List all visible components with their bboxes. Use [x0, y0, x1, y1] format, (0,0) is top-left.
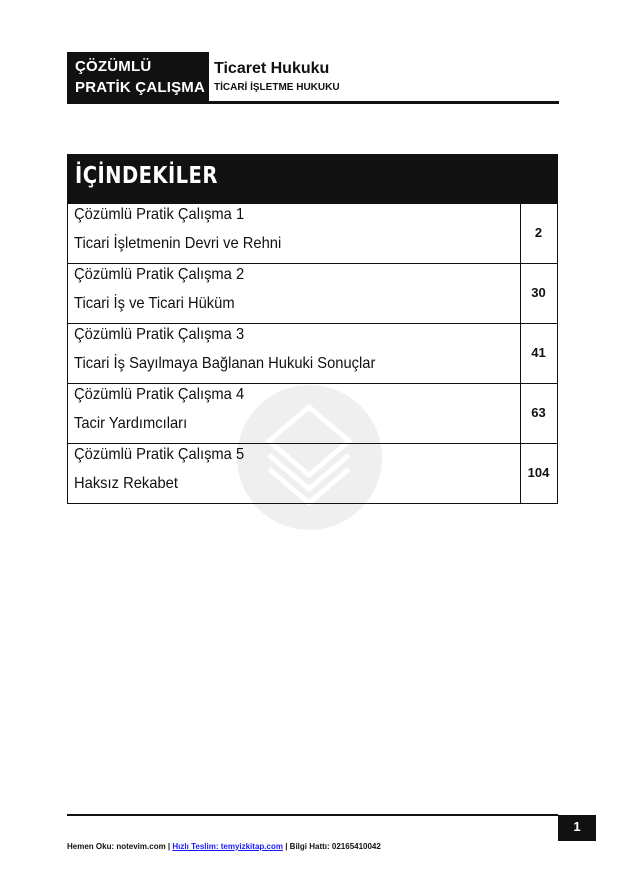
toc-item-page-cell [520, 444, 558, 503]
toc-item-page: 2 [534, 225, 543, 240]
toc-item-page: 63 [531, 405, 546, 420]
toc-item-page: 104 [527, 465, 550, 480]
toc-item-titles [67, 324, 521, 383]
toc-item-title: Tacir Yardımcıları [74, 415, 188, 432]
toc-heading-label: İÇİNDEKİLER [75, 163, 218, 189]
toc-item-page-cell [520, 384, 558, 443]
toc-item-page: 41 [531, 345, 546, 360]
footer [67, 842, 381, 851]
footer-hotline: Bilgi Hattı: 02165410042 [289, 842, 381, 851]
toc-item-title: Ticari İşletmenin Devri ve Rehni [74, 235, 282, 252]
toc-heading [67, 154, 558, 204]
toc-item-page-cell [520, 324, 558, 383]
footer-separator: | [285, 842, 288, 851]
page-number: 1 [558, 815, 596, 841]
toc-item-titles [67, 264, 521, 323]
document-title: Ticaret Hukuku [214, 60, 330, 77]
header-badge-line1: ÇÖZÜMLÜ [75, 58, 152, 75]
toc-item-page-cell [520, 204, 558, 263]
footer-read-link[interactable]: Hemen Oku: notevim.com [67, 842, 166, 851]
document-subtitle: TİCARİ İŞLETME HUKUKU [214, 82, 340, 93]
toc-item[interactable] [67, 324, 558, 384]
toc-item-titles [67, 444, 521, 503]
toc-item-titles [67, 384, 521, 443]
toc-item-number: Çözümlü Pratik Çalışma 5 [74, 446, 245, 463]
toc-item[interactable] [67, 444, 558, 504]
toc-item-page: 30 [531, 285, 546, 300]
toc-item-title: Haksız Rekabet [74, 475, 178, 492]
header-badge-line2: PRATİK ÇALIŞMA [75, 79, 206, 96]
toc-item-titles [67, 204, 521, 263]
toc-item[interactable] [67, 384, 558, 444]
toc-item-page-cell [520, 264, 558, 323]
toc-item-number: Çözümlü Pratik Çalışma 3 [74, 326, 245, 343]
toc-item-title: Ticari İş Sayılmaya Bağlanan Hukuki Sonuçlar [74, 355, 376, 372]
table-of-contents [67, 154, 558, 504]
footer-separator: | [167, 842, 171, 851]
toc-item-number: Çözümlü Pratik Çalışma 1 [74, 206, 245, 223]
toc-item-number: Çözümlü Pratik Çalışma 2 [74, 266, 245, 283]
toc-item[interactable] [67, 264, 558, 324]
header-divider [67, 101, 559, 104]
toc-item-title: Ticari İş ve Ticari Hüküm [74, 295, 235, 312]
toc-item[interactable] [67, 204, 558, 264]
footer-divider [67, 814, 558, 816]
toc-item-number: Çözümlü Pratik Çalışma 4 [74, 386, 245, 403]
footer-delivery-link[interactable]: Hızlı Teslim: temyizkitap.com [172, 842, 283, 851]
header-badge [67, 52, 209, 101]
